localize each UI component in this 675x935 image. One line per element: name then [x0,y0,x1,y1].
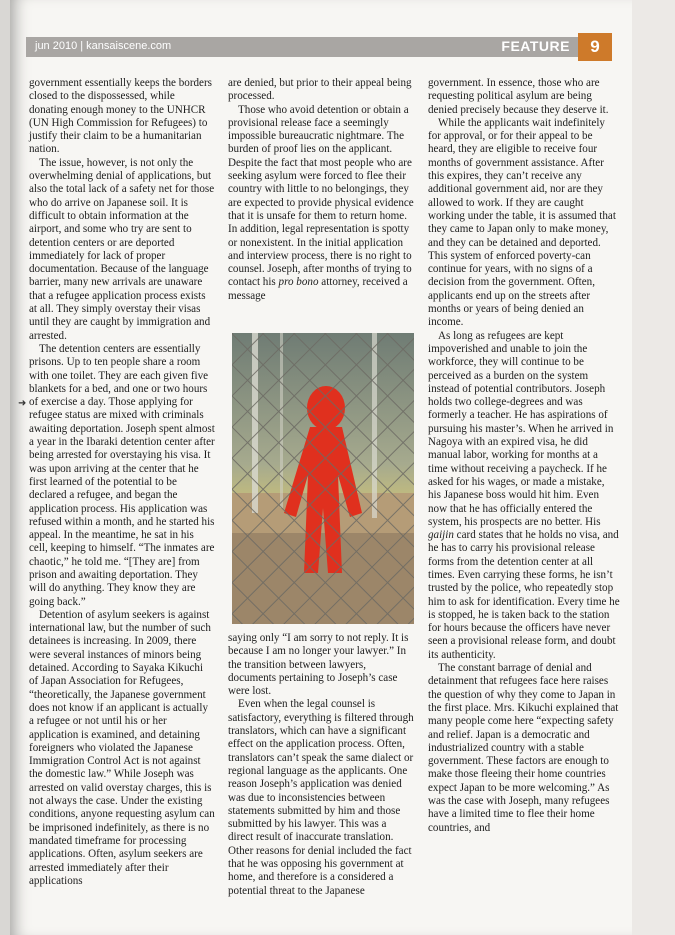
fence-figure-illustration [232,333,414,624]
page-number: 9 [578,33,612,61]
page-header [26,37,612,57]
paragraph: government. In essence, those who are requesting political asylum are being denied precisely because they deserve it. [428,77,609,116]
article-column-1 [29,77,215,888]
next-page-edge [632,0,675,935]
article-column-2-continued [228,632,414,898]
issue-date-site: jun 2010 | kansaiscene.com [35,40,172,52]
paragraph: The detention centers are essentially prisons. Up to ten people share a room with one toilet. They are each given five blankets for a bed, and one or two hours of exercise a day. Those applying for refugee status are mixed with criminals awaiting deportation. Joseph spent almost a year in the Ibaraki detention center after being arrested for overstaying his visa. It was upon arriving at the center that he first learned of the potential to be declared a refugee, and began the application process. His application was refused within a month, and he started his appeal. In the meantime, he sat in his cell, keeping to himself. “The inmates are chaotic,” he told me. “[They are] from prison and awaiting deportation. They will do anything. They know they are going back.” [29,342,215,608]
paragraph-text: attorney, received a message [228,276,408,302]
paragraph: government essentially keeps the borders closed to the dispossessed, while donating enough money to the UNHCR (UN High Commission for Refugees) to justify their claim to be a humanitarian nation. [29,77,212,156]
paragraph [428,330,620,662]
article-column-2 [228,77,414,303]
paragraph: saying only “I am sorry to not reply. It is because I am no longer your lawyer.” In the transition between lawyers, documents pertaining to Joseph’s case were lost. [228,632,409,698]
section-label: FEATURE [501,38,570,54]
article-photo [232,333,414,624]
paragraph: The constant barrage of denial and detainment that refugees face here raises the question of why they come to Japan in the first place. Mrs. Kikuchi explained that many people come here “expecting safety and relief. Japan is a democratic and industrialized country with a stable government. These factors are enough to make those fleeing their home countries expect Japan to be more welcoming.” As was the case with Joseph, many refugees have a limited time to flee their home countries, and [428,662,619,834]
paragraph-text: As long as refugees are kept impoverished and unable to join the workforce, they will continue to be perceived as a burden on the system instead of potential contributors. Joseph holds two college-degrees and was formerly a teacher. He has aspirations of pursuing his master’s. When he arrived in Nagoya with an expired visa, he did manual labor, working for months at a time without receiving a paycheck. If he asked for his wages, or made a mistake, his Japanese boss would hit him. Even now that he has officially entered the system, his prospects are no better. His [428,329,614,528]
paragraph: Even when the legal counsel is satisfactory, everything is filtered through translators, which can have a significant effect on the application process. Often, translators can’t speak the same dialect or regional language as the applicants. One reason Joseph’s application was denied was due to inconsistencies between statements submitted by him and those submitted by his lawyer. This was a direct result of inaccurate translation. Other reasons for denial included the fact that he was opposing his government at home, and therefore is a considered a potential threat to the Japanese [228,698,414,897]
paragraph-text: Those who avoid detention or obtain a provisional release face a seemingly impossible bureaucratic nightmare. The burden of proof lies on the applicant. Despite the fact that most people who are seeking asylum were forced to flee their country with little to no belongings, they are expected to provide physical evidence that it is unsafe for them to return home. In addition, legal representation is spotty or nonexistent. In the initial application and interview process, there is no right to counsel. Joseph, after months of trying to contact his [228,103,414,289]
paragraph: Detention of asylum seekers is against international law, but the number of such detainees is increasing. In 2009, there were several instances of minors being detained. According to Sayaka Kikuchi of Japan Association for Refugees, “theoretically, the Japanese government does not know if an applicant is actually a refugee or not until his or her application is examined, and detaining foreigners who violated the Japanese Immigration Control Act is not against the domestic law.” While Joseph was arrested on valid overstay charges, this is not always the case. Under the existing conditions, anyone requesting asylum can be imprisoned indefinitely, as there is no mandated timeframe for processing applications. Often, asylum seekers are arrested immediately after their applications [29,608,215,887]
paragraph: The issue, however, is not only the overwhelming denial of applications, but also the total lack of a safety net for those who do arrive on Japanese soil. It is difficult to obtain information at the airport, and some who try are sent to detention centers or are deported immediately for lack of proper documentation. Because of the language barrier, many new arrivals are unaware that a refugee application process exists at all. They simply overstay their visas until they are caught by immigration and arrested. [29,156,215,342]
paragraph-text: card states that he holds no visa, and he has to carry his provisional release forms from the detention center at all times. Even carrying these forms, he isn’t trusted by the police, who repeatedly stop him to ask for identification. Every time he is stopped, he is taken back to the station for hours because the officers have never seen a provisional release form, and doubt its authenticity. [428,529,620,661]
italic-term: gaijin [428,529,454,542]
paragraph: While the applicants wait indefinitely for approval, or for their appeal to be heard, they are eligible to receive four months of government assistance. After this expires, they can’t receive any additional government aid, nor are they allowed to work. If they are caught working under the table, it is assumed that they came to Japan only to make money, and they can be detained and deported. This system of enforced poverty-can continue for years, with no signs of a decision from the government. Often, applicants end up on the streets after months or years of being denied an income. [428,116,616,329]
paragraph [228,104,414,303]
article-column-3 [428,77,620,835]
margin-arrow-icon: ➜ [18,398,27,409]
italic-term: pro bono [278,276,319,289]
paragraph: are denied, but prior to their appeal being processed. [228,77,412,103]
